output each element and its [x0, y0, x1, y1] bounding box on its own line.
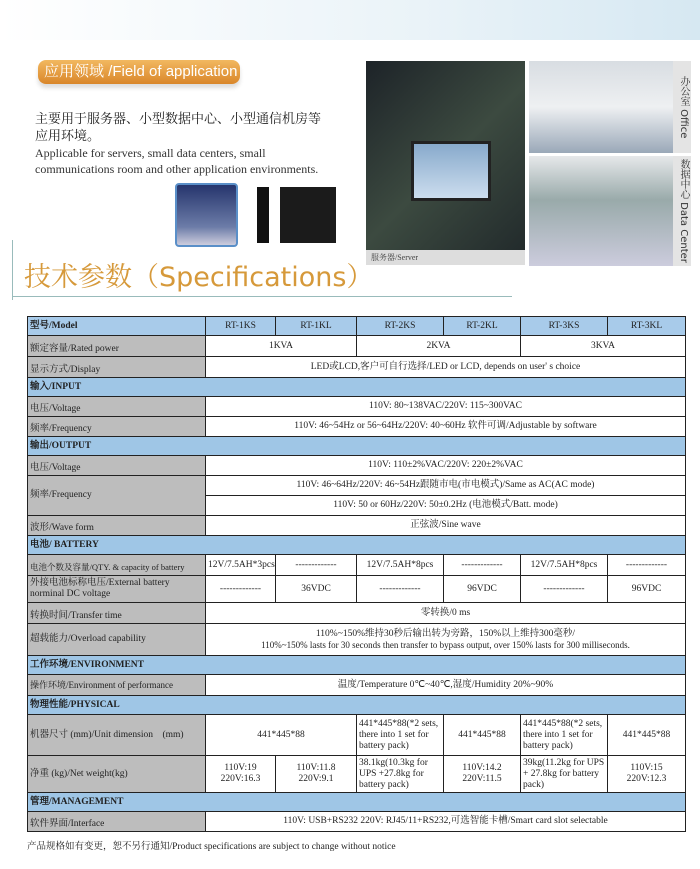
- model-cell: RT-1KL: [276, 317, 357, 336]
- server-room-photo: [366, 61, 525, 265]
- cell: 110V:14.2 220V:11.5: [444, 756, 521, 793]
- tower-ups-product-image: [257, 187, 269, 243]
- cell: 38.1kg(10.3kg for UPS +27.8kg for battery pack): [357, 756, 444, 793]
- cell: 110V: 110±2%VAC/220V: 220±2%VAC: [206, 456, 686, 476]
- cell: -------------: [608, 555, 686, 576]
- cell: LED或LCD,客户可自行选择/LED or LCD, depends on user' s choice: [206, 357, 686, 378]
- cell: 12V/7.5AH*3pcs: [206, 555, 276, 576]
- battery-pack-product-image: [280, 187, 336, 243]
- cell: -------------: [206, 576, 276, 603]
- cell: 441*445*88: [444, 715, 521, 756]
- cell: 36VDC: [276, 576, 357, 603]
- cell: 3KVA: [521, 336, 686, 357]
- cell: 110V: 80~138VAC/220V: 115~300VAC: [206, 397, 686, 417]
- section-row: [28, 793, 686, 812]
- cell: -------------: [521, 576, 608, 603]
- cell: 441*445*88(*2 sets, there into 1 set for battery pack): [521, 715, 608, 756]
- cell: 正弦波/Sine wave: [206, 516, 686, 536]
- row-label: 频率/Frequency: [28, 417, 206, 437]
- row-label: 机器尺寸 (mm)/Unit dimension (mm): [28, 715, 206, 756]
- cell: 441*445*88: [608, 715, 686, 756]
- table-row: [28, 357, 686, 378]
- model-cell: RT-2KL: [444, 317, 521, 336]
- section-header: 电池/ BATTERY: [28, 536, 686, 555]
- cell: 110V: 46~64Hz/220V: 46~54Hz跟随市电(市电模式)/Same as AC(AC mode): [206, 476, 686, 496]
- cell: 441*445*88: [206, 715, 357, 756]
- cell: 110V:11.8 220V:9.1: [276, 756, 357, 793]
- cell: 2KVA: [357, 336, 521, 357]
- table-row: [28, 576, 686, 603]
- section-header: 管理/MANAGEMENT: [28, 793, 686, 812]
- cell: 39kg(11.2kg for UPS + 27.8kg for battery pack): [521, 756, 608, 793]
- section-row: [28, 536, 686, 555]
- section-header: 工作环境/ENVIRONMENT: [28, 656, 686, 675]
- table-row: [28, 336, 686, 357]
- section-header: 物理性能/PHYSICAL: [28, 696, 686, 715]
- table-row: [28, 812, 686, 832]
- table-row: [28, 516, 686, 536]
- specifications-table: [27, 316, 686, 832]
- cell: 441*445*88(*2 sets, there into 1 set for battery pack): [357, 715, 444, 756]
- cell: 温度/Temperature 0℃~40℃,湿度/Humidity 20%~90%: [206, 675, 686, 696]
- cell: 零转换/0 ms: [206, 603, 686, 624]
- table-row: [28, 397, 686, 417]
- cell: 110V:19 220V:16.3: [206, 756, 276, 793]
- server-caption: 服务器/Server: [366, 250, 525, 265]
- section-header: 输出/OUTPUT: [28, 437, 686, 456]
- table-row: [28, 555, 686, 576]
- row-label: 软件界面/Interface: [28, 812, 206, 832]
- specifications-title: 技术参数（Specifications）: [24, 262, 374, 293]
- row-label: 电压/Voltage: [28, 397, 206, 417]
- cell: 96VDC: [608, 576, 686, 603]
- description-cn: 主要用于服务器、小型数据中心、小型通信机房等应用环境。: [35, 112, 322, 144]
- row-label: 波形/Wave form: [28, 516, 206, 536]
- overload-en: 110%~150% lasts for 30 seconds then transfer to bypass output, over 150% lasts for 300 milliseconds.: [261, 639, 630, 650]
- table-row: [28, 603, 686, 624]
- row-label: 电池个数及容量/QTY. & capacity of battery: [28, 555, 206, 576]
- cell: 110V:15 220V:12.3: [608, 756, 686, 793]
- table-row: [28, 456, 686, 476]
- cell: 110V: 46~54Hz or 56~64Hz/220V: 40~60Hz 软件可调/Adjustable by software: [206, 417, 686, 437]
- cell: 12V/7.5AH*8pcs: [357, 555, 444, 576]
- section-header: 输入/INPUT: [28, 378, 686, 397]
- row-label: 电压/Voltage: [28, 456, 206, 476]
- row-label: 操作环境/Environment of performance: [28, 675, 206, 696]
- table-row: [28, 476, 686, 496]
- section-row: [28, 696, 686, 715]
- data-center-photo: [529, 156, 691, 266]
- cell: -------------: [444, 555, 521, 576]
- section-row: [28, 378, 686, 397]
- office-photo: [529, 61, 691, 153]
- datacenter-caption: 数据中心 Data Center: [673, 156, 691, 266]
- cell: -------------: [276, 555, 357, 576]
- model-cell: RT-2KS: [357, 317, 444, 336]
- footer-note: 产品规格如有变更，恕不另行通知/Product specifications are subject to change without notice: [27, 842, 396, 852]
- table-row: [28, 756, 686, 793]
- cell: [206, 624, 686, 656]
- model-cell: RT-3KL: [608, 317, 686, 336]
- row-label: 显示方式/Display: [28, 357, 206, 378]
- model-cell: RT-1KS: [206, 317, 276, 336]
- office-caption: 办公室 Office: [673, 61, 691, 153]
- row-label: 频率/Frequency: [28, 476, 206, 516]
- row-label: 净重 (kg)/Net weight(kg): [28, 756, 206, 793]
- table-row: [28, 624, 686, 656]
- model-label: 型号/Model: [28, 317, 206, 336]
- overload-cn: 110%~150%维持30秒后输出转为旁路，150%以上维持300毫秒/: [315, 628, 576, 639]
- cell: 1KVA: [206, 336, 357, 357]
- rack-ups-product-image: [175, 183, 238, 247]
- model-cell: RT-3KS: [521, 317, 608, 336]
- divider: [12, 296, 512, 297]
- top-banner: [0, 0, 700, 40]
- table-row: [28, 675, 686, 696]
- cell: 96VDC: [444, 576, 521, 603]
- row-label: 超载能力/Overload capability: [28, 624, 206, 656]
- section-row: [28, 656, 686, 675]
- description-en: Applicable for servers, small data centers, small communications room and other application environments.: [35, 146, 319, 176]
- divider: [12, 240, 13, 300]
- laptop-image: [411, 141, 491, 201]
- table-row: [28, 715, 686, 756]
- section-row: [28, 437, 686, 456]
- cell: 110V: USB+RS232 220V: RJ45/11+RS232,可选智能卡槽/Smart card slot selectable: [206, 812, 686, 832]
- cell: -------------: [357, 576, 444, 603]
- row-label: 外接电池标称电压/External battery norminal DC voltage: [28, 576, 206, 603]
- row-label: 额定容量/Rated power: [28, 336, 206, 357]
- row-label: 转换时间/Transfer time: [28, 603, 206, 624]
- cell: 12V/7.5AH*8pcs: [521, 555, 608, 576]
- cell: 110V: 50 or 60Hz/220V: 50±0.2Hz (电池模式/Batt. mode): [206, 496, 686, 516]
- field-of-application-heading: 应用领域 /Field of application: [38, 60, 240, 84]
- table-row: [28, 317, 686, 336]
- table-row: [28, 417, 686, 437]
